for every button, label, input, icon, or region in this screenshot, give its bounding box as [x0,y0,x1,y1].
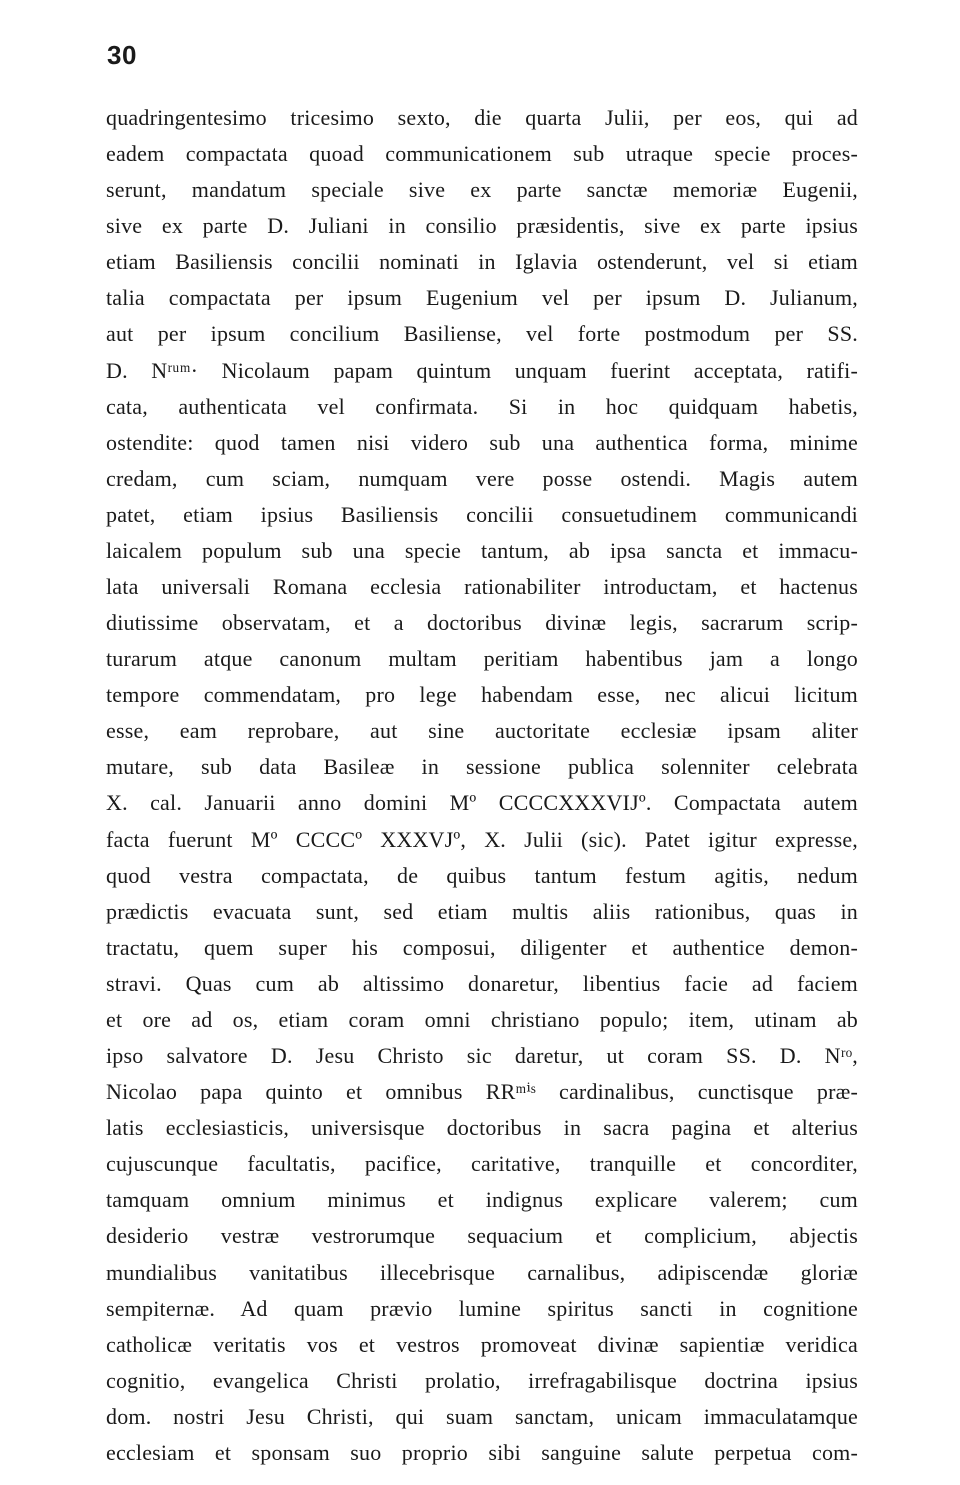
text-line: sempiternæ. Ad quam prævio lumine spiritus sancti in cognitione [106,1295,858,1321]
text-line: serunt, mandatum speciale sive ex parte sanctæ memoriæ Eugenii, [106,177,858,203]
text-line: ecclesiam et sponsam suo proprio sibi sanguine salute perpetua com- [106,1439,858,1465]
text-line: mutare, sub data Basileæ in sessione publica solenniter celebrata [106,754,858,780]
text-line: patet, etiam ipsius Basiliensis concilii consuetudinem communicandi [106,501,858,527]
text-line: turarum atque canonum multam peritiam habentibus jam a longo [106,646,858,672]
page-number: 30 [107,40,137,70]
text-line: ipso salvatore D. Jesu Christo sic daretur, ut coram SS. D. Nʳᵒ, [106,1043,858,1069]
body-text [106,100,858,1471]
text-line: Nicolao papa quinto et omnibus RRᵐⁱˢ cardinalibus, cunctisque præ- [106,1079,858,1105]
text-line: facta fuerunt Mº CCCCº XXXVJº, X. Julii (sic). Patet igitur expresse, [106,826,858,852]
text-line: cata, authenticata vel confirmata. Si in hoc quidquam habetis, [106,393,858,419]
text-line: diutissime observatam, et a doctoribus divinæ legis, sacrarum scrip- [106,610,858,636]
text-line: tractatu, quem super his composui, diligenter et authentice demon- [106,934,858,960]
text-line: stravi. Quas cum ab altissimo donaretur, libentius facie ad faciem [106,970,858,996]
text-line: aut per ipsum concilium Basiliense, vel forte postmodum per SS. [106,321,858,347]
text-line: talia compactata per ipsum Eugenium vel per ipsum D. Julianum, [106,285,858,311]
text-line: laicalem populum sub una specie tantum, ab ipsa sancta et immacu- [106,537,858,563]
text-line: quadringentesimo tricesimo sexto, die quarta Julii, per eos, qui ad [106,105,858,130]
text-line: lata universali Romana ecclesia rationabiliter introductam, et hactenus [106,574,858,600]
text-line: quod vestra compactata, de quibus tantum festum agitis, nedum [106,862,858,888]
text-line: latis ecclesiasticis, universisque doctoribus in sacra pagina et alterius [106,1115,858,1141]
text-line: mundialibus vanitatibus illecebrisque carnalibus, adipiscendæ gloriæ [106,1259,858,1285]
text-line: sive ex parte D. Juliani in consilio præsidentis, sive ex parte ipsius [106,213,858,239]
text-line: X. cal. Januarii anno domini Mº CCCCXXXVIJº. Compactata autem [106,790,858,816]
text-line: cognitio, evangelica Christi prolatio, irrefragabilisque doctrina ipsius [106,1367,858,1393]
text-line: ostendite: quod tamen nisi videro sub una authentica forma, minime [106,429,858,455]
text-line: dom. nostri Jesu Christi, qui suam sanctam, unicam immaculatamque [106,1403,858,1429]
text-line: eadem compactata quoad communicationem sub utraque specie proces- [106,141,858,167]
text-line: cujuscunque facultatis, pacifice, caritative, tranquille et concorditer, [106,1151,858,1177]
text-line: et ore ad os, etiam coram omni christiano populo; item, utinam ab [106,1006,858,1032]
text-line: catholicæ veritatis vos et vestros promoveat divinæ sapientiæ veridica [106,1331,858,1357]
text-line: prædictis evacuata sunt, sed etiam multis aliis rationibus, quas in [106,898,858,924]
text-line: tamquam omnium minimus et indignus explicare valerem; cum [106,1187,858,1213]
text-line: desiderio vestræ vestrorumque sequacium et complicium, abjectis [106,1223,858,1249]
text-line: etiam Basiliensis concilii nominati in Iglavia ostenderunt, vel si etiam [106,249,858,275]
text-line: esse, eam reprobare, aut sine auctoritate ecclesiæ ipsam aliter [106,718,858,744]
text-line: credam, cum sciam, numquam vere posse ostendi. Magis autem [106,465,858,491]
text-line: tempore commendatam, pro lege habendam esse, nec alicui licitum [106,682,858,708]
text-line: D. Nʳᵘᵐ· Nicolaum papam quintum unquam fuerint acceptata, ratifi- [106,357,858,383]
